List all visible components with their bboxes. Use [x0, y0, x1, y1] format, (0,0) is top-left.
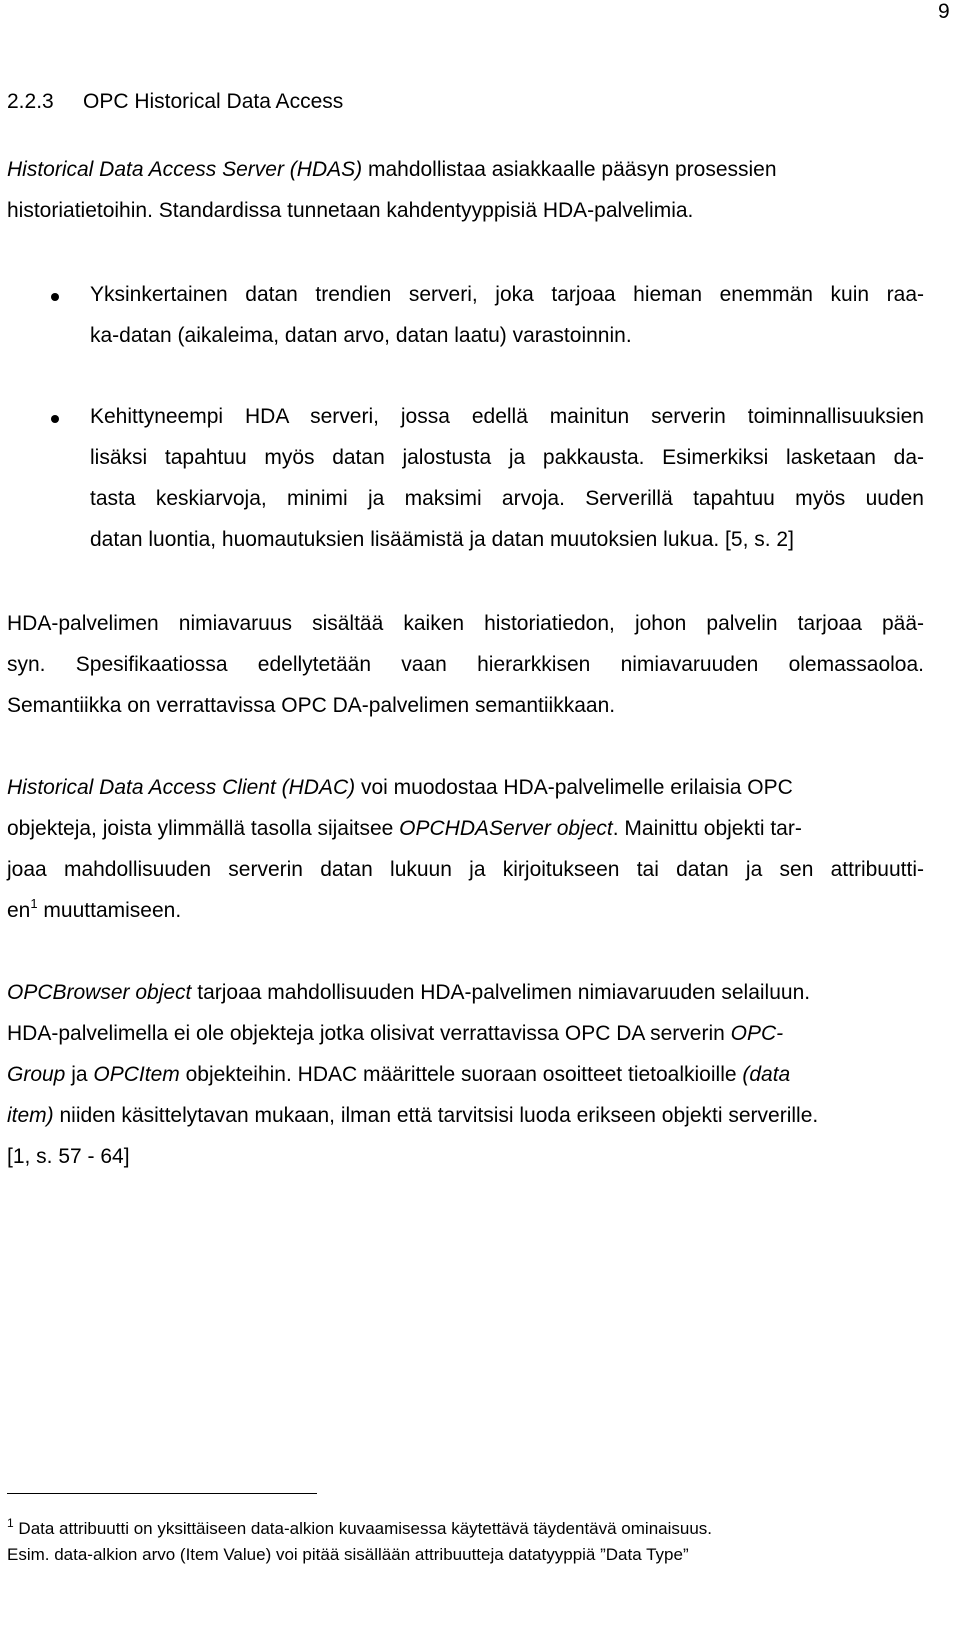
bullet-1-line-2: ka-datan (aikaleima, datan arvo, datan laatu) varastoinnin. [90, 324, 632, 347]
client-line-4 [7, 890, 924, 931]
opcbrowser-term: OPCBrowser object [7, 981, 192, 1004]
opchdaserver-term: OPCHDAServer object [399, 817, 613, 840]
hdas-term: Historical Data Access Server (HDAS) [7, 158, 363, 181]
browser-line-5: [1, s. 57 - 64] [7, 1145, 130, 1168]
item-term: item) [7, 1104, 54, 1127]
page-number: 9 [938, 0, 950, 23]
footnote-line-2: Esim. data-alkion arvo (Item Value) voi pitää sisällään attribuutteja datatyyppiä ”Data Type” [7, 1545, 689, 1564]
opcitem-term: OPCItem [93, 1063, 180, 1086]
namespace-line-3: Semantiikka on verrattavissa OPC DA-palvelimen semantiikkaan. [7, 694, 616, 717]
bullet-2-line-4: datan luontia, huomautuksien lisäämistä ja datan muutoksien lukua. [5, s. 2] [90, 528, 794, 551]
intro-line-1 [7, 149, 924, 190]
bullet-2-line-3: tasta keskiarvoja, minimi ja maksimi arvoja. Serverillä tapahtuu myös uuden [90, 487, 924, 510]
browser-line-1-text: tarjoaa mahdollisuuden HDA-palvelimen nimiavaruuden selailuun. [191, 981, 811, 1004]
bullet-item-advanced-server [90, 396, 924, 560]
section-title: OPC Historical Data Access [83, 90, 344, 113]
namespace-line-2: syn. Spesifikaatiossa edellytetään vaan hierarkkisen nimiavaruuden olemassaoloa. [7, 653, 924, 676]
client-line-4-pre: en [7, 899, 31, 922]
client-line-1-text: voi muodostaa HDA-palvelimelle erilaisia OPC [355, 776, 793, 799]
bullet-item-simple-server [90, 274, 924, 356]
browser-line-4-text: niiden käsittelytavan mukaan, ilman että tarvitsisi luoda erikseen objekti serverille. [53, 1104, 819, 1127]
opcgroup-term-part: OPC- [730, 1022, 784, 1045]
client-line-2-post: . Mainittu objekti tar- [612, 817, 802, 840]
footnote-line-1 [7, 1516, 924, 1542]
browser-line-2-pre: HDA-palvelimella ei ole objekteja jotka olisivat verrattavissa OPC DA serverin [7, 1022, 731, 1045]
client-line-2 [7, 808, 924, 849]
bullet-2-line-1: Kehittyneempi HDA serveri, jossa edellä mainitun serverin toiminnallisuuksien [90, 405, 924, 428]
intro-line-2: historiatietoihin. Standardissa tunnetaan kahdentyyppisiä HDA-palvelimia. [7, 199, 694, 222]
browser-line-3 [7, 1054, 924, 1095]
client-line-2-pre: objekteja, joista ylimmällä tasolla sijaitsee [7, 817, 400, 840]
footnote-line-1-text: Data attribuutti on yksittäiseen data-alkion kuvaamisessa käytettävä täydentävä ominaisuus. [13, 1519, 713, 1538]
section-heading [7, 90, 343, 114]
client-line-1 [7, 767, 924, 808]
browser-line-4 [7, 1095, 924, 1136]
browser-line-3-mid: objekteihin. HDAC määrittele suoraan osoitteet tietoalkioille [179, 1063, 743, 1086]
bullet-dot [51, 415, 59, 423]
footnote-separator [7, 1493, 317, 1494]
footnote-reference[interactable]: 1 [30, 896, 38, 911]
bullet-2-line-2: lisäksi tapahtuu myös datan jalostusta ja pakkausta. Esimerkiksi lasketaan da- [90, 446, 924, 469]
group-term: Group [7, 1063, 66, 1086]
browser-line-2 [7, 1013, 924, 1054]
namespace-line-1: HDA-palvelimen nimiavaruus sisältää kaiken historiatiedon, johon palvelin tarjoaa pää- [7, 612, 924, 635]
client-line-3: joaa mahdollisuuden serverin datan lukuun ja kirjoitukseen tai datan ja sen attribuutti- [7, 858, 924, 881]
bullet-dot [51, 293, 59, 301]
browser-paragraph [7, 972, 924, 1177]
client-line-4-post: muuttamiseen. [37, 899, 182, 922]
hdac-term: Historical Data Access Client (HDAC) [7, 776, 356, 799]
data-item-term-part: (data [742, 1063, 791, 1086]
footnote-marker: 1 [7, 1516, 14, 1530]
footnote [7, 1516, 924, 1568]
namespace-paragraph [7, 603, 924, 726]
browser-line-3-and: ja [65, 1063, 94, 1086]
intro-line-1-text: mahdollistaa asiakkaalle pääsyn prosessien [362, 158, 777, 181]
browser-line-1 [7, 972, 924, 1013]
client-paragraph [7, 767, 924, 931]
section-number: 2.2.3 [7, 90, 54, 113]
bullet-1-line-1: Yksinkertainen datan trendien serveri, joka tarjoaa hieman enemmän kuin raa- [90, 283, 924, 306]
intro-paragraph [7, 149, 924, 231]
